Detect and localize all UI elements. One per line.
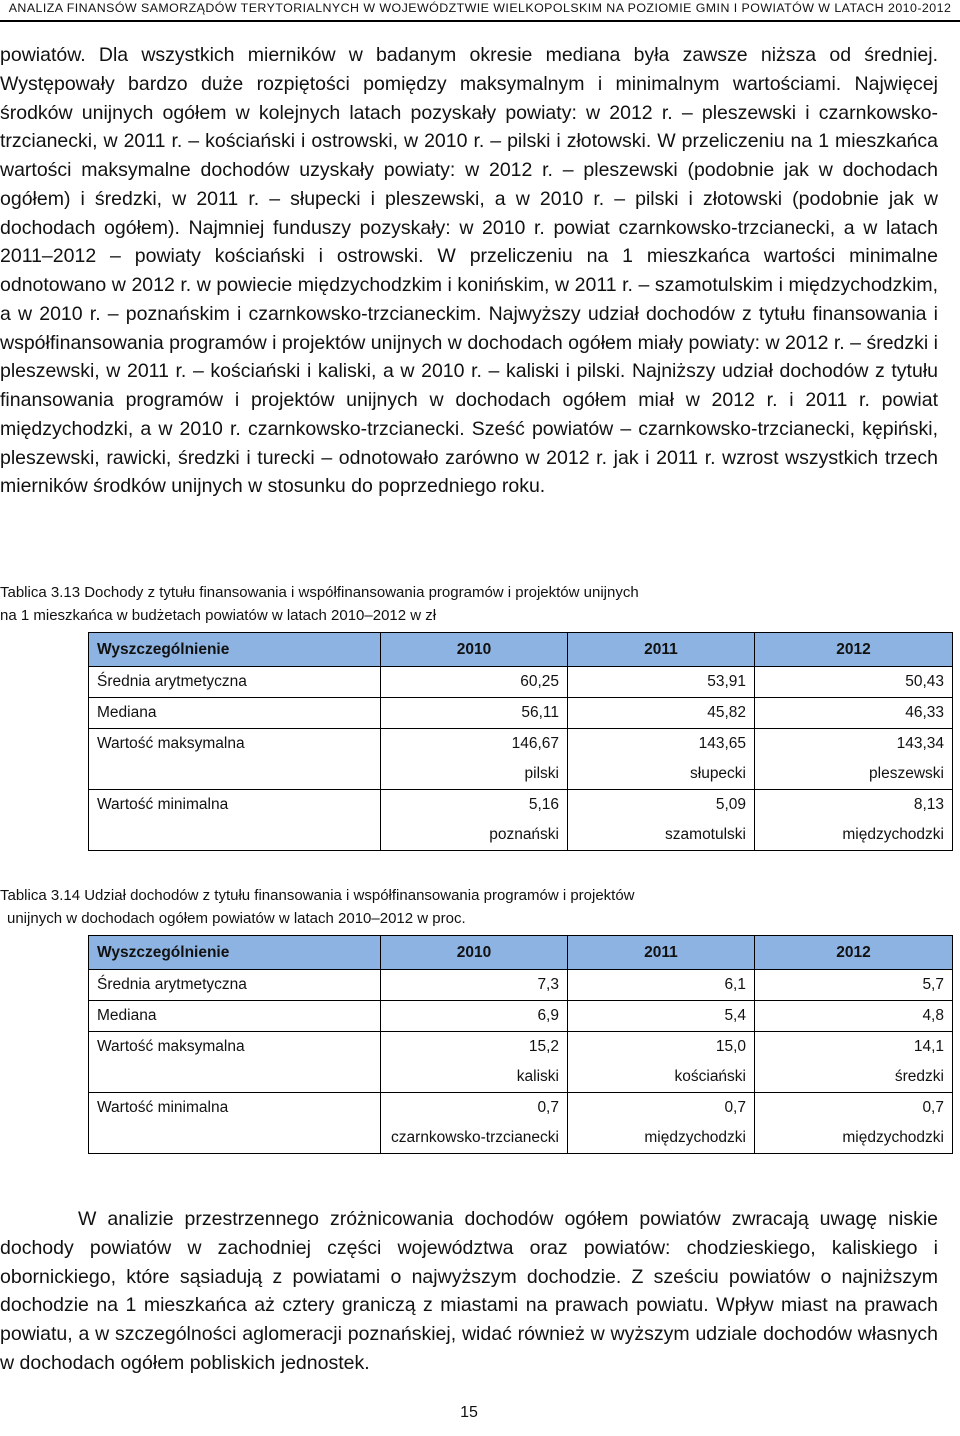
column-header-year: 2011: [568, 936, 755, 970]
table-1-caption-line-2: na 1 mieszkańca w budżetach powiatów w latach 2010–2012 w zł: [0, 607, 437, 624]
cell-number: 0,7: [922, 1099, 944, 1116]
table-2-caption-line-1: Tablica 3.14 Udział dochodów z tytułu finansowania i współfinansowania programów i projektów: [0, 887, 635, 904]
cell-value: 56,11: [381, 698, 568, 729]
cell-value: [381, 1032, 568, 1093]
cell-number: 143,34: [896, 735, 944, 752]
cell-value: [755, 729, 953, 790]
page-number: 15: [460, 1404, 478, 1421]
cell-number: 5,16: [528, 796, 559, 813]
table-row: [89, 729, 953, 790]
column-header-year: 2010: [381, 936, 568, 970]
cell-county: szamotulski: [665, 826, 746, 843]
row-label: Wartość minimalna: [89, 1093, 381, 1154]
cell-number: 15,0: [715, 1038, 746, 1055]
cell-number: 15,2: [528, 1038, 559, 1055]
cell-number: 14,1: [913, 1038, 944, 1055]
column-header-label: Wyszczególnienie: [89, 633, 381, 667]
cell-county: pleszewski: [869, 765, 944, 782]
cell-county: międzychodzki: [842, 1129, 944, 1146]
column-header-year: 2012: [755, 633, 953, 667]
cell-county: kaliski: [516, 1068, 559, 1085]
cell-county: czarnkowsko-trzcianecki: [391, 1129, 559, 1146]
cell-value: 6,1: [568, 970, 755, 1001]
table-1: [88, 632, 953, 851]
cell-county: pilski: [524, 765, 559, 782]
column-header-year: 2011: [568, 633, 755, 667]
cell-value: [568, 1032, 755, 1093]
cell-county: średzki: [894, 1068, 944, 1085]
row-label: Mediana: [89, 698, 381, 729]
cell-value: 60,25: [381, 667, 568, 698]
table-2: [88, 935, 953, 1154]
cell-value: [755, 1032, 953, 1093]
row-label: Wartość minimalna: [89, 790, 381, 851]
cell-value: [381, 790, 568, 851]
table-header-row: [89, 936, 953, 970]
cell-number: 0,7: [537, 1099, 559, 1116]
table-1-caption-line-1: Tablica 3.13 Dochody z tytułu finansowania i współfinansowania programów i projektów unijnych: [0, 584, 639, 601]
body-paragraph-2: [0, 1205, 938, 1378]
table-row: [89, 667, 953, 698]
cell-value: [568, 729, 755, 790]
cell-value: [568, 790, 755, 851]
cell-county: kościański: [674, 1068, 746, 1085]
body-paragraph-1: powiatów. Dla wszystkich mierników w badanym okresie mediana była zawsze niższa od średniej. Występowały bardzo duże rozpiętości pomiędzy maksymalnym i minimalnym wartościami. Najwięcej środków unijnych ogółem w kolejnych latach pozyskały powiaty: w 2012 r. – pleszewski i czarnkowsko-trzcianecki, w 2011 r. – kościański i ostrowski, w 2010 r. – pilski i złotowski. W przeliczeniu na 1 mieszkańca wartości maksymalne dochodów uzyskały powiaty: w 2012 r. – pleszewski (podobnie jak w dochodach ogółem) i średzki, w 2011 r. – słupecki i pleszewski, a w 2010 r. – pilski i złotowski (podobnie jak w dochodach ogółem). Najmniej funduszy pozyskały: w 2010 r. powiat czarnkowsko-trzcianecki, a w latach 2011–2012 – powiaty kościański i ostrowski. W przeliczeniu na 1 mieszkańca wartości minimalne odnotowano w 2012 r. w powiecie międzychodzkim i konińskim, w 2011 r. – szamotulskim i międzychodzkim, a w 2010 r. – poznańskim i czarnkowsko-trzcianeckim. Najwyższy udział dochodów z tytułu finansowania i współfinansowania programów i projektów unijnych w dochodach ogółem miały powiaty: w 2012 r. – średzki i pleszewski, w 2011 r. – kościański i kaliski, a w 2010 r. – kaliski i pilski. Najniższy udział dochodów z tytułu finansowania programów i projektów unijnych w dochodach ogółem miał w 2012 r. i 2011 r. powiat międzychodzki, a w 2010 r. czarnkowsko-trzcianecki. Sześć powiatów – czarnkowsko-trzcianecki, kępiński, pleszewski, rawicki, średzki i turecki – odnotowało zarówno w 2012 r. jak i 2011 r. wzrost wszystkich trzech mierników środków unijnych w stosunku do poprzedniego roku.: [0, 44, 938, 498]
row-label: Średnia arytmetyczna: [89, 970, 381, 1001]
cell-value: 53,91: [568, 667, 755, 698]
header-divider: [0, 20, 960, 22]
table-2-caption-line-2: unijnych w dochodach ogółem powiatów w latach 2010–2012 w proc.: [7, 910, 466, 927]
cell-number: 5,09: [715, 796, 746, 813]
table-row: [89, 698, 953, 729]
table-2-caption: [0, 884, 940, 930]
row-label: Mediana: [89, 1001, 381, 1032]
cell-value: 46,33: [755, 698, 953, 729]
column-header-label: Wyszczególnienie: [89, 936, 381, 970]
table-row: [89, 1001, 953, 1032]
column-header-year: 2012: [755, 936, 953, 970]
row-label: Wartość maksymalna: [89, 1032, 381, 1093]
row-label: Średnia arytmetyczna: [89, 667, 381, 698]
cell-value: 5,4: [568, 1001, 755, 1032]
cell-value: 6,9: [381, 1001, 568, 1032]
running-header: ANALIZA FINANSÓW SAMORZĄDÓW TERYTORIALNYCH W WOJEWÓDZTWIE WIELKOPOLSKIM NA POZIOMIE GMIN I POWIATÓW W LATACH 2010-2012: [8, 1, 952, 15]
row-label: Wartość maksymalna: [89, 729, 381, 790]
cell-county: międzychodzki: [644, 1129, 746, 1146]
table-row: [89, 970, 953, 1001]
cell-value: [381, 729, 568, 790]
cell-number: 146,67: [511, 735, 559, 752]
cell-number: 0,7: [724, 1099, 746, 1116]
table-row: [89, 1093, 953, 1154]
table-header-row: [89, 633, 953, 667]
cell-number: 143,65: [698, 735, 746, 752]
cell-value: [568, 1093, 755, 1154]
cell-number: 8,13: [913, 796, 944, 813]
cell-value: 7,3: [381, 970, 568, 1001]
body-paragraph-2-text: W analizie przestrzennego zróżnicowania dochodów ogółem powiatów zwracają uwagę niskie dochody powiatów w zachodniej części województwa oraz powiatów: chodzieskiego, kaliskiego i obornickiego, które sąsiadują z powiatami o najwyższym dochodzie. Z sześciu powiatów o najniższym dochodzie na 1 mieszkańca aż cztery graniczą z miastami na prawach powiatu. Wpływ miast na prawach powiatu, a w szczególności aglomeracji poznańskiej, widać również w wyższym udziale dochodów własnych w dochodach ogółem pobliskich jednostek.: [0, 1208, 938, 1374]
cell-county: poznański: [489, 826, 559, 843]
cell-county: słupecki: [690, 765, 746, 782]
cell-value: [381, 1093, 568, 1154]
cell-county: międzychodzki: [842, 826, 944, 843]
table-row: [89, 790, 953, 851]
cell-value: 45,82: [568, 698, 755, 729]
cell-value: 5,7: [755, 970, 953, 1001]
cell-value: 4,8: [755, 1001, 953, 1032]
table-1-caption: [0, 581, 940, 627]
cell-value: 50,43: [755, 667, 953, 698]
column-header-year: 2010: [381, 633, 568, 667]
table-row: [89, 1032, 953, 1093]
cell-value: [755, 1093, 953, 1154]
cell-value: [755, 790, 953, 851]
